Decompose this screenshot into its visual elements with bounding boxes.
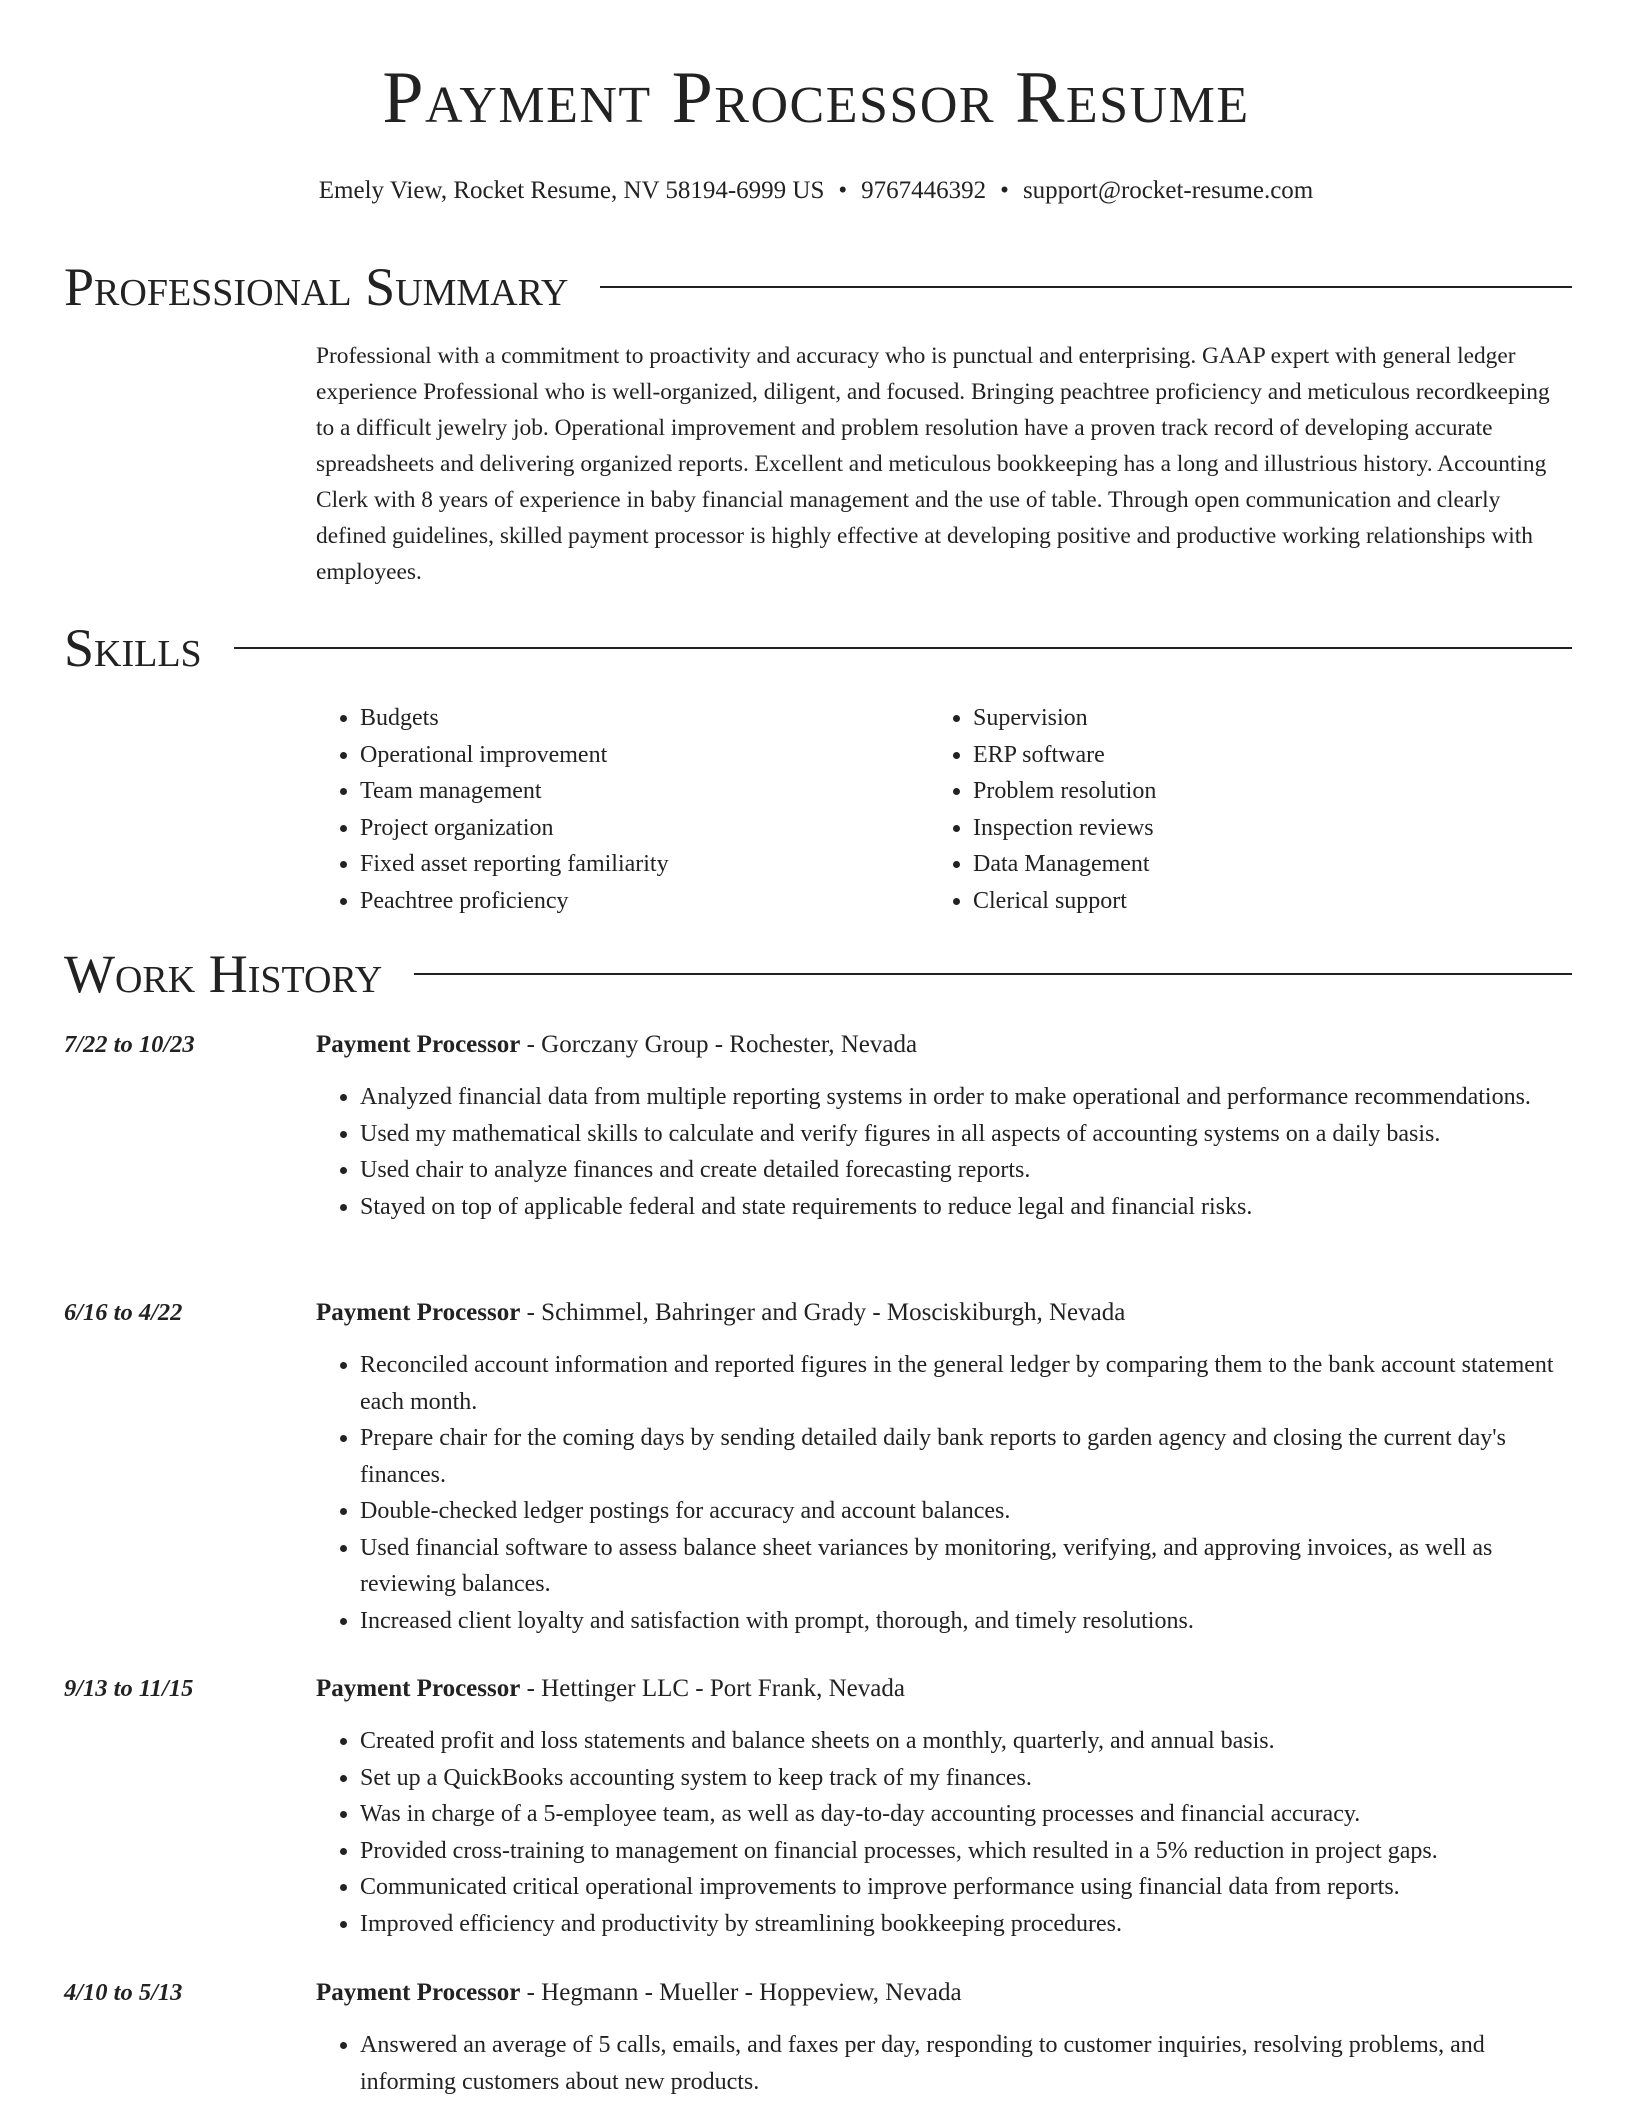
contact-email: support@rocket-resume.com — [1022, 177, 1314, 204]
section-header-skills — [64, 616, 1572, 680]
section-divider — [600, 286, 1572, 288]
job-company: - Hettinger LLC - Port Frank, Nevada — [520, 1675, 905, 1702]
job-dates: 9/13 to 11/15 — [64, 1675, 194, 1702]
job-title: Payment Processor — [316, 1979, 521, 2006]
job-duty-item: • Double-checked ledger postings for accuracy and account balances. — [360, 1493, 1572, 1530]
job-title: Payment Processor — [316, 1675, 521, 1702]
skill-item: • Clerical support — [973, 883, 1156, 920]
job-duty-item: • Set up a QuickBooks accounting system to keep track of my finances. — [360, 1760, 1572, 1797]
skill-item: • Team management — [360, 773, 669, 810]
skill-item: • Peachtree proficiency — [360, 883, 669, 920]
summary-text: Professional with a commitment to proactivity and accuracy who is punctual and enterprising. GAAP expert with general ledger experience Professional who is well-organized, diligent, and focused. Bringing peachtree proficiency and meticulous recordkeeping to a difficult jewelry job. Operational improvement and problem resolution have a proven track record of developing accurate spreadsheets and delivering organized reports. Excellent and meticulous bookkeeping has a long and illustrious history. Accounting Clerk with 8 years of experience in baby financial management and the use of table. Through open communication and clearly defined guidelines, skilled payment processor is highly effective at developing positive and productive working relationships with employees. — [316, 343, 1550, 585]
skill-item: • Operational improvement — [360, 737, 669, 774]
section-divider — [234, 647, 1572, 649]
job-duty-item: • Prepare chair for the coming days by sending detailed daily bank reports to garden agency and closing the current day's finances. — [360, 1420, 1572, 1493]
job-heading — [316, 1295, 1572, 1331]
job-title: Payment Processor — [316, 1299, 521, 1326]
section-title-work-history: Work History — [64, 944, 383, 1004]
job-duty-item: • Used financial software to assess balance sheet variances by monitoring, verifying, and approving invoices, as well as reviewing balances. — [360, 1530, 1572, 1603]
job-entry — [64, 1975, 1572, 2100]
section-header-summary — [64, 255, 1572, 319]
job-title: Payment Processor — [316, 1031, 521, 1058]
skill-item: • Budgets — [360, 700, 669, 737]
job-duties — [316, 1347, 1572, 1639]
job-company: - Hegmann - Mueller - Hoppeview, Nevada — [520, 1979, 962, 2006]
job-dates: 7/22 to 10/23 — [64, 1031, 195, 1058]
job-entry — [64, 1027, 1572, 1225]
job-duty-item: • Reconciled account information and reported figures in the general ledger by comparing them to the bank account statement each month. — [360, 1347, 1572, 1420]
job-duty-item: • Stayed on top of applicable federal and state requirements to reduce legal and financial risks. — [360, 1189, 1572, 1226]
skill-item: • Fixed asset reporting familiarity — [360, 846, 669, 883]
job-duty-item: • Analyzed financial data from multiple reporting systems in order to make operational and performance recommendations. — [360, 1079, 1572, 1116]
job-entry — [64, 1295, 1572, 1639]
skills-list-left — [316, 700, 669, 919]
job-duty-item: • Increased client loyalty and satisfaction with prompt, thorough, and timely resolutions. — [360, 1603, 1572, 1640]
job-heading — [316, 1027, 1572, 1063]
contact-phone: 9767446392 — [861, 177, 987, 204]
contact-address: Emely View, Rocket Resume, NV 58194-6999 US — [318, 177, 825, 204]
job-duty-item: • Improved efficiency and productivity by streamlining bookkeeping procedures. — [360, 1906, 1572, 1943]
job-dates: 6/16 to 4/22 — [64, 1299, 183, 1326]
job-duties — [316, 1079, 1572, 1225]
section-title-skills: Skills — [64, 618, 202, 678]
job-duty-item: • Used chair to analyze finances and create detailed forecasting reports. — [360, 1152, 1572, 1189]
job-duty-item: • Was in charge of a 5-employee team, as well as day-to-day accounting processes and financial accuracy. — [360, 1796, 1572, 1833]
section-title-summary: Professional Summary — [64, 257, 569, 317]
job-duty-item: • Communicated critical operational improvements to improve performance using financial data from reports. — [360, 1869, 1572, 1906]
section-header-work-history — [64, 942, 1572, 1006]
resume-title: Payment Processor Resume — [382, 57, 1250, 139]
contact-separator: • — [1000, 177, 1009, 204]
section-divider — [414, 973, 1572, 975]
job-duties — [316, 1723, 1572, 1942]
job-heading — [316, 1671, 1572, 1707]
job-company: - Gorczany Group - Rochester, Nevada — [520, 1031, 918, 1058]
skill-item: • Project organization — [360, 810, 669, 847]
skills-list-right — [929, 700, 1156, 919]
skill-item: • ERP software — [973, 737, 1156, 774]
job-dates: 4/10 to 5/13 — [64, 1979, 183, 2006]
job-duty-item: • Answered an average of 5 calls, emails, and faxes per day, responding to customer inquiries, resolving problems, and informing customers about new products. — [360, 2027, 1572, 2100]
job-heading — [316, 1975, 1572, 2011]
job-duty-item: • Created profit and loss statements and balance sheets on a monthly, quarterly, and annual basis. — [360, 1723, 1572, 1760]
skill-item: • Problem resolution — [973, 773, 1156, 810]
skill-item: • Data Management — [973, 846, 1156, 883]
job-company: - Schimmel, Bahringer and Grady - Mosciskiburgh, Nevada — [520, 1299, 1126, 1326]
job-entry — [64, 1671, 1572, 1942]
job-duty-item: • Provided cross-training to management on financial processes, which resulted in a 5% reduction in project gaps. — [360, 1833, 1572, 1870]
skill-item: • Supervision — [973, 700, 1156, 737]
job-duty-item: • Used my mathematical skills to calculate and verify figures in all aspects of accounting systems on a daily basis. — [360, 1116, 1572, 1153]
skill-item: • Inspection reviews — [973, 810, 1156, 847]
job-duties — [316, 2027, 1572, 2100]
contact-separator: • — [838, 177, 848, 204]
contact-line — [0, 176, 1632, 206]
